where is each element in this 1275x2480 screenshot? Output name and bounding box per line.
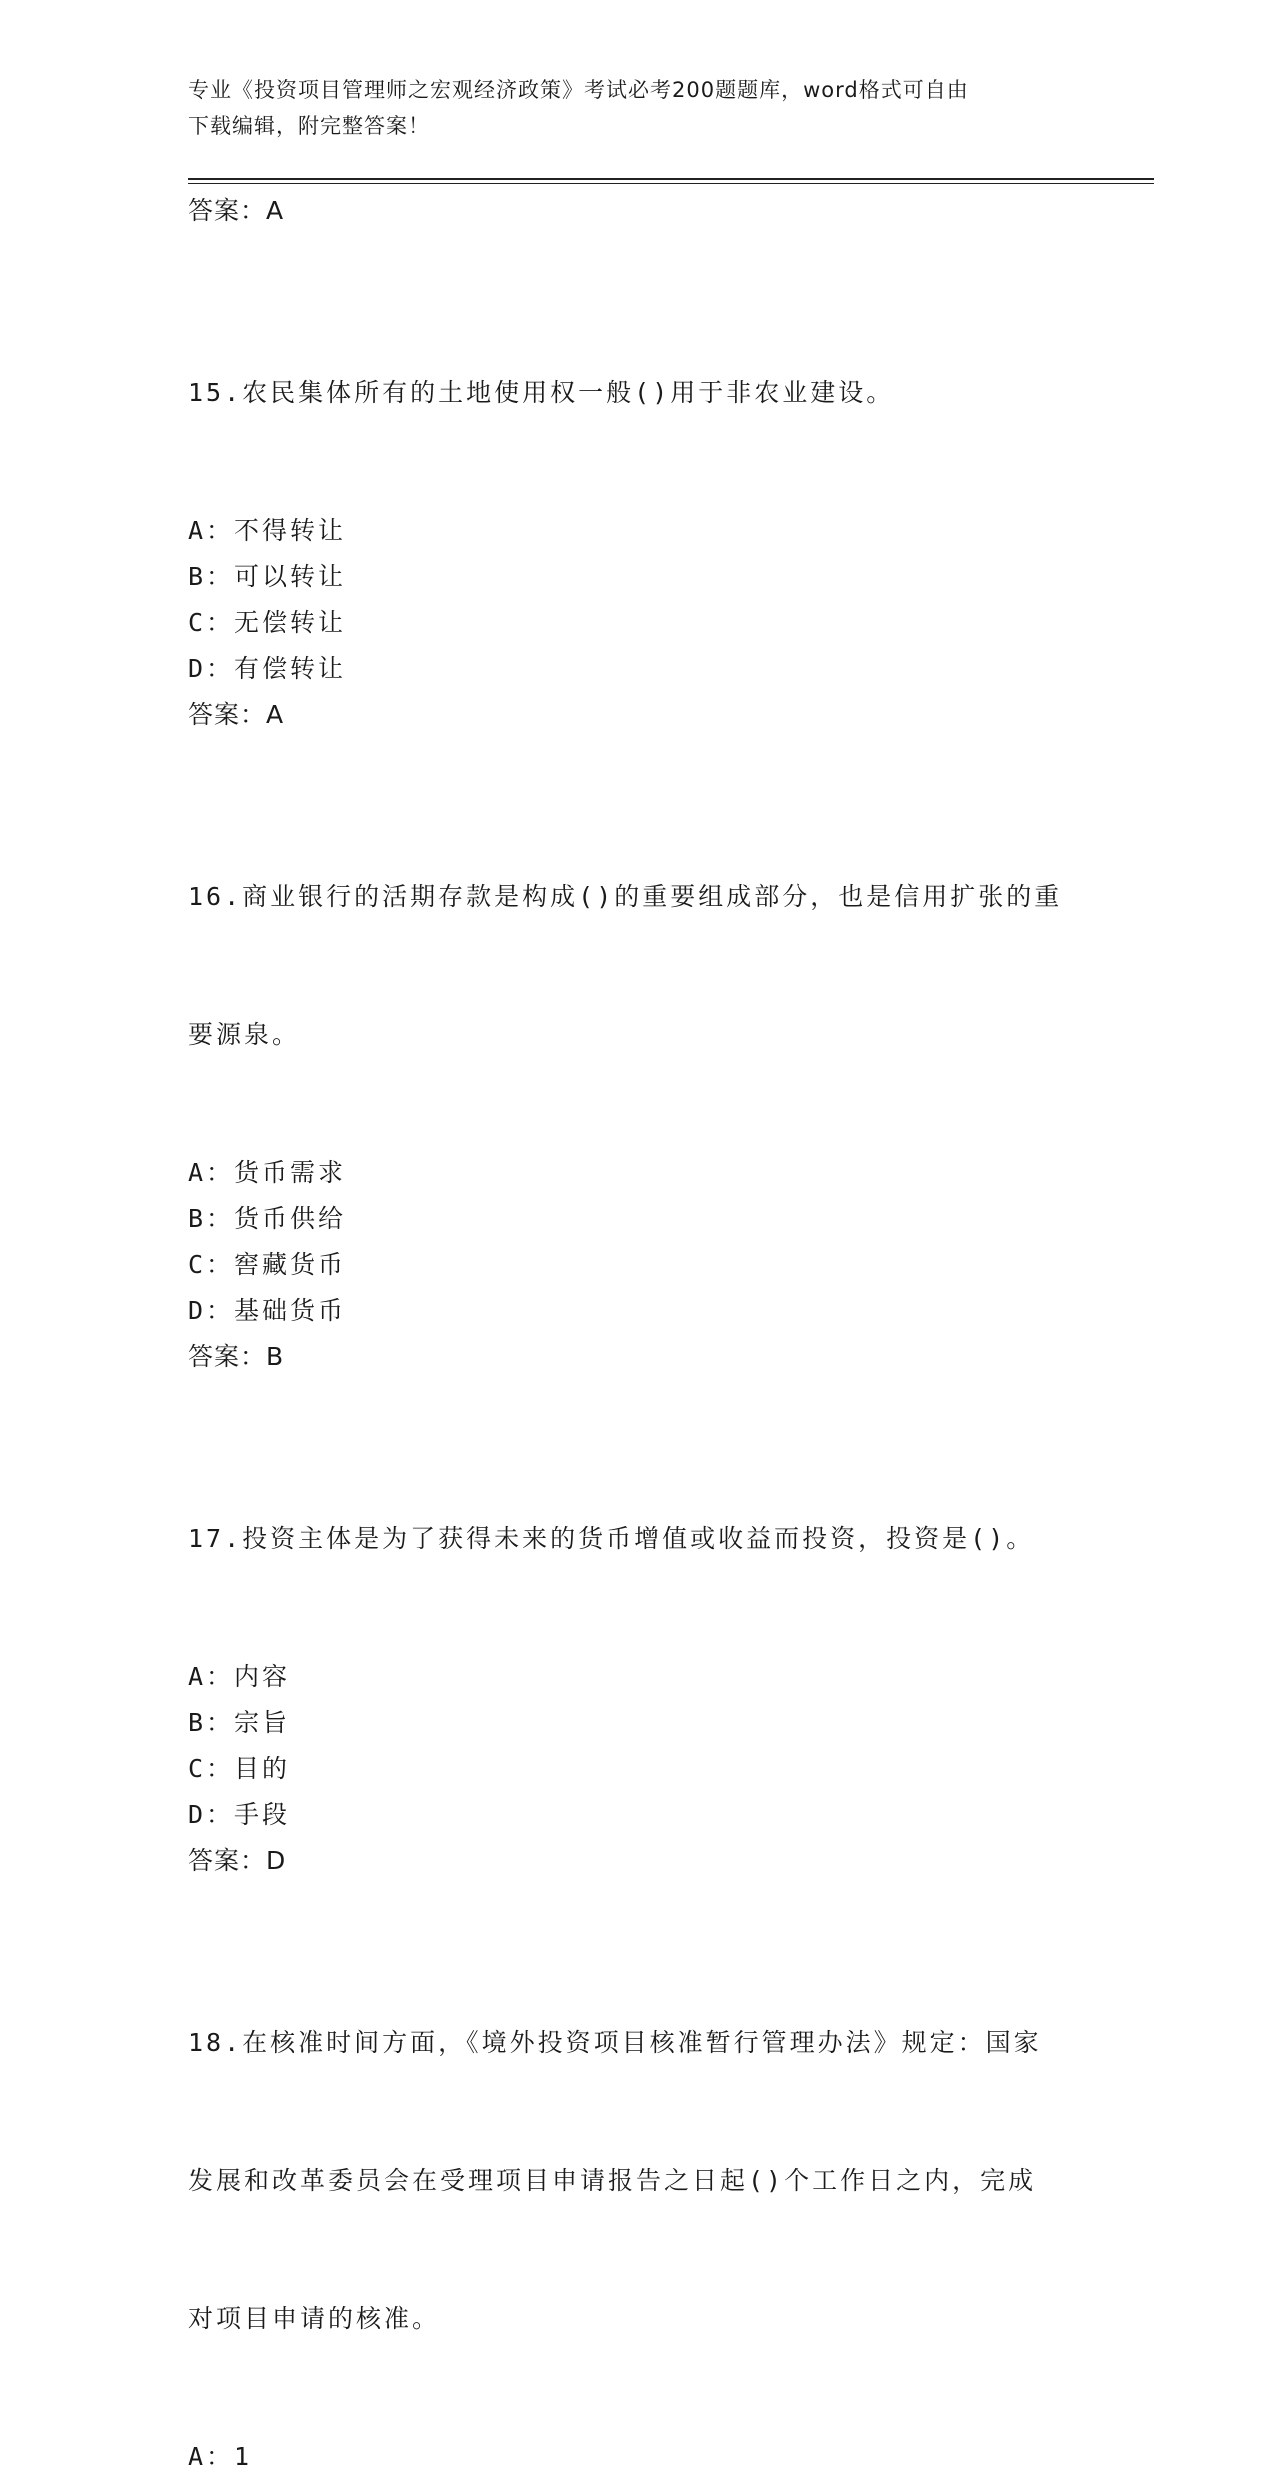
question-list bbox=[188, 188, 1108, 2480]
answer-line: 答案：A bbox=[188, 196, 285, 225]
option-d: D：基础货币 bbox=[188, 1296, 347, 1325]
spacer bbox=[188, 738, 1108, 782]
header-line-1: 专业《投资项目管理师之宏观经济政策》考试必考200题题库，word格式可自由 bbox=[188, 78, 969, 102]
option-a: A：不得转让 bbox=[188, 516, 347, 545]
answer-line: 答案：A bbox=[188, 700, 285, 729]
header-divider bbox=[188, 178, 1154, 184]
option-b: B：可以转让 bbox=[188, 562, 347, 591]
stem-line: 18.在核准时间方面，《境外投资项目核准暂行管理办法》规定：国家 bbox=[188, 2028, 1042, 2057]
spacer bbox=[188, 1884, 1108, 1928]
stem-line: 16.商业银行的活期存款是构成()的重要组成部分，也是信用扩张的重 bbox=[188, 882, 1063, 911]
question-block bbox=[188, 278, 1108, 738]
option-b: B：货币供给 bbox=[188, 1204, 347, 1233]
question-stem bbox=[188, 782, 1108, 1150]
stem-line: 对项目申请的核准。 bbox=[188, 2304, 441, 2333]
stem-line: 17.投资主体是为了获得未来的货币增值或收益而投资，投资是()。 bbox=[188, 1524, 1035, 1553]
option-c: C：目的 bbox=[188, 1754, 291, 1783]
option-d: D：手段 bbox=[188, 1800, 291, 1829]
question-stem bbox=[188, 278, 1108, 508]
option-c: C：无偿转让 bbox=[188, 608, 347, 637]
answer-line: 答案：D bbox=[188, 1846, 287, 1875]
stem-line: 要源泉。 bbox=[188, 1020, 301, 1049]
spacer bbox=[188, 234, 1108, 278]
spacer bbox=[188, 1380, 1108, 1424]
header-line-2: 下载编辑，附完整答案！ bbox=[188, 114, 430, 138]
option-c: C：窖藏货币 bbox=[188, 1250, 347, 1279]
question-block bbox=[188, 1424, 1108, 1884]
option-a: A：1 bbox=[188, 2442, 253, 2471]
question-stem bbox=[188, 1424, 1108, 1654]
option-d: D：有偿转让 bbox=[188, 654, 347, 683]
document-header bbox=[188, 72, 1088, 144]
question-stem bbox=[188, 1928, 1108, 2434]
question-block bbox=[188, 1928, 1108, 2480]
option-b: B：宗旨 bbox=[188, 1708, 291, 1737]
stem-line: 15.农民集体所有的土地使用权一般()用于非农业建设。 bbox=[188, 378, 895, 407]
answer-line: 答案：B bbox=[188, 1342, 285, 1371]
question-block bbox=[188, 782, 1108, 1380]
option-a: A：货币需求 bbox=[188, 1158, 347, 1187]
stem-line: 发展和改革委员会在受理项目申请报告之日起()个工作日之内，完成 bbox=[188, 2166, 1037, 2195]
option-a: A：内容 bbox=[188, 1662, 291, 1691]
